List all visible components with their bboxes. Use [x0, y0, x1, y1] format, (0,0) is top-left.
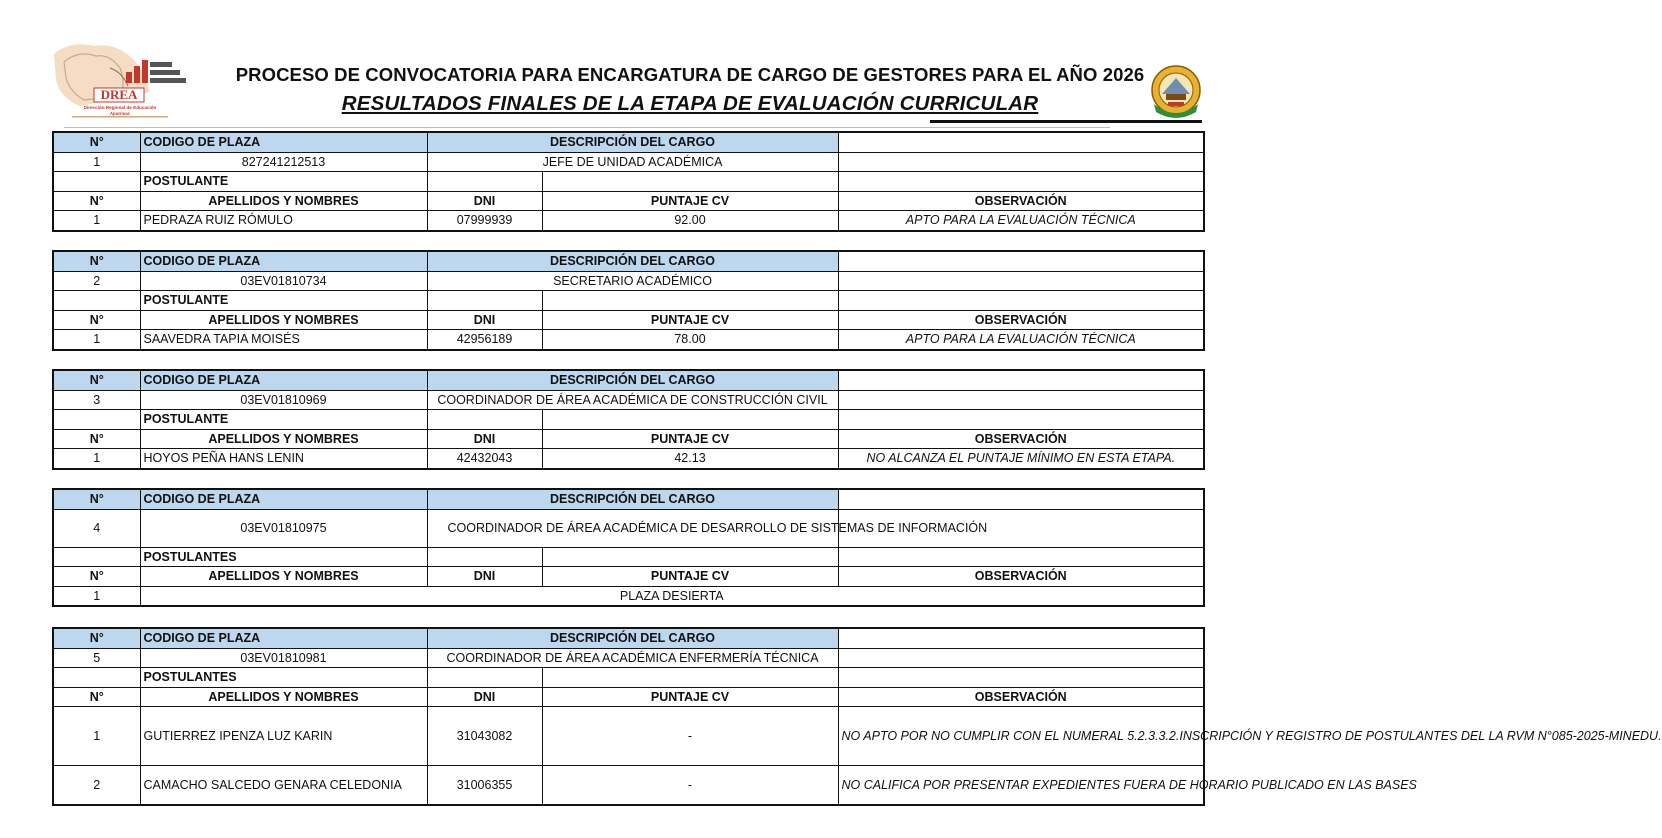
postulante-dni: 42432043	[427, 449, 542, 469]
empty-cell	[838, 152, 1204, 172]
postulante-puntaje: -	[542, 707, 838, 766]
empty-cell	[427, 547, 542, 567]
header-n: N°	[53, 132, 140, 152]
postulante-nombre: GUTIERREZ IPENZA LUZ KARIN	[140, 707, 427, 766]
col-puntaje: PUNTAJE CV	[542, 310, 838, 330]
header-descripcion: DESCRIPCIÓN DEL CARGO	[427, 370, 838, 390]
empty-cell	[838, 390, 1204, 410]
drea-logo-caption: Dirección Regional de Educación	[83, 105, 157, 110]
col-observacion: OBSERVACIÓN	[838, 429, 1204, 449]
col-dni: DNI	[427, 687, 542, 707]
empty-cell	[838, 410, 1204, 430]
plaza-block-5	[52, 627, 1662, 806]
institution-seal-icon	[1146, 64, 1206, 120]
col-observacion: OBSERVACIÓN	[838, 310, 1204, 330]
plaza-block-3	[52, 369, 1205, 470]
col-apellidos: APELLIDOS Y NOMBRES	[140, 429, 427, 449]
postulantes-label: POSTULANTES	[140, 547, 427, 567]
plaza-cargo: SECRETARIO ACADÉMICO	[427, 271, 838, 291]
col-n: N°	[53, 567, 140, 587]
plaza-code: 03EV01810981	[140, 648, 427, 668]
postulante-puntaje: 92.00	[542, 211, 838, 231]
col-n: N°	[53, 310, 140, 330]
empty-cell	[53, 668, 140, 688]
drea-logo-caption2: Apurímac	[109, 111, 131, 116]
empty-cell	[838, 271, 1204, 291]
postulante-label: POSTULANTE	[140, 172, 427, 192]
empty-cell	[838, 251, 1204, 271]
header-n: N°	[53, 628, 140, 648]
postulante-observacion: NO CALIFICA POR PRESENTAR EXPEDIENTES FUERA DE HORARIO PUBLICADO EN LAS BASES	[838, 766, 1204, 806]
postulante-label: POSTULANTE	[140, 291, 427, 311]
col-n: N°	[53, 687, 140, 707]
col-dni: DNI	[427, 310, 542, 330]
col-apellidos: APELLIDOS Y NOMBRES	[140, 191, 427, 211]
empty-cell	[53, 291, 140, 311]
postulante-puntaje: -	[542, 766, 838, 806]
plaza-cargo: COORDINADOR DE ÁREA ACADÉMICA ENFERMERÍA TÉCNICA	[427, 648, 838, 668]
page-subtitle: RESULTADOS FINALES DE LA ETAPA DE EVALUACIÓN CURRICULAR	[341, 92, 1039, 115]
plaza-number: 5	[53, 648, 140, 668]
postulante-puntaje: 78.00	[542, 330, 838, 350]
plaza-block-1	[52, 131, 1205, 232]
plaza-code: 827241212513	[140, 152, 427, 172]
col-puntaje: PUNTAJE CV	[542, 567, 838, 587]
plaza-number: 3	[53, 390, 140, 410]
col-apellidos: APELLIDOS Y NOMBRES	[140, 567, 427, 587]
col-dni: DNI	[427, 429, 542, 449]
postulante-observacion: NO APTO POR NO CUMPLIR CON EL NUMERAL 5.2.3.3.2.INSCRIPCIÓN Y REGISTRO DE POSTULANTES DEL LA RVM N°085-2025-MINEDU.	[838, 707, 1204, 766]
empty-cell	[427, 172, 542, 192]
table-row	[53, 707, 1204, 766]
postulante-label: POSTULANTE	[140, 410, 427, 430]
empty-cell	[838, 172, 1204, 192]
table-row	[53, 330, 1204, 350]
postulantes-label: POSTULANTES	[140, 668, 427, 688]
header-descripcion: DESCRIPCIÓN DEL CARGO	[427, 628, 838, 648]
plaza-cargo: COORDINADOR DE ÁREA ACADÉMICA DE DESARROLLO DE SISTEMAS DE INFORMACIÓN	[427, 509, 838, 547]
plaza-number: 4	[53, 509, 140, 547]
empty-cell	[542, 291, 838, 311]
col-apellidos: APELLIDOS Y NOMBRES	[140, 687, 427, 707]
col-apellidos: APELLIDOS Y NOMBRES	[140, 310, 427, 330]
header-codigo: CODIGO DE PLAZA	[140, 628, 427, 648]
empty-cell	[53, 410, 140, 430]
plaza-block-2	[52, 250, 1205, 351]
postulante-nombre: CAMACHO SALCEDO GENARA CELEDONIA	[140, 766, 427, 806]
empty-cell	[427, 291, 542, 311]
drea-logo-text: DREA	[100, 87, 138, 102]
empty-cell	[542, 547, 838, 567]
header-codigo: CODIGO DE PLAZA	[140, 370, 427, 390]
empty-cell	[542, 410, 838, 430]
empty-cell	[427, 410, 542, 430]
empty-cell	[542, 172, 838, 192]
plaza-block-4	[52, 488, 1205, 607]
col-dni: DNI	[427, 191, 542, 211]
plaza-cargo: COORDINADOR DE ÁREA ACADÉMICA DE CONSTRUCCIÓN CIVIL	[427, 390, 838, 410]
header-codigo: CODIGO DE PLAZA	[140, 251, 427, 271]
empty-cell	[838, 370, 1204, 390]
drea-logo	[50, 40, 188, 120]
postulante-observacion: APTO PARA LA EVALUACIÓN TÉCNICA	[838, 330, 1204, 350]
postulante-dni: 31006355	[427, 766, 542, 806]
col-puntaje: PUNTAJE CV	[542, 687, 838, 707]
table-row	[53, 449, 1204, 469]
empty-cell	[542, 668, 838, 688]
empty-cell	[838, 668, 1204, 688]
header-n: N°	[53, 251, 140, 271]
empty-cell	[838, 291, 1204, 311]
postulante-n: 1	[53, 586, 140, 606]
postulante-n: 1	[53, 211, 140, 231]
plaza-code: 03EV01810969	[140, 390, 427, 410]
header-divider-bold	[930, 120, 1202, 123]
table-row	[53, 766, 1204, 806]
empty-cell	[838, 547, 1204, 567]
header-descripcion: DESCRIPCIÓN DEL CARGO	[427, 489, 838, 509]
empty-cell	[838, 628, 1204, 648]
empty-cell	[838, 648, 1204, 668]
empty-cell	[53, 547, 140, 567]
plaza-desierta: PLAZA DESIERTA	[140, 586, 1204, 606]
empty-cell	[838, 132, 1204, 152]
header-divider	[64, 127, 1110, 128]
col-observacion: OBSERVACIÓN	[838, 687, 1204, 707]
plaza-cargo: JEFE DE UNIDAD ACADÉMICA	[427, 152, 838, 172]
col-n: N°	[53, 191, 140, 211]
col-dni: DNI	[427, 567, 542, 587]
header-codigo: CODIGO DE PLAZA	[140, 489, 427, 509]
table-row	[53, 586, 1204, 606]
postulante-observacion: APTO PARA LA EVALUACIÓN TÉCNICA	[838, 211, 1204, 231]
col-observacion: OBSERVACIÓN	[838, 191, 1204, 211]
empty-cell	[838, 489, 1204, 509]
header-n: N°	[53, 370, 140, 390]
postulante-nombre: SAAVEDRA TAPIA MOISÉS	[140, 330, 427, 350]
header-codigo: CODIGO DE PLAZA	[140, 132, 427, 152]
postulante-nombre: PEDRAZA RUIZ RÓMULO	[140, 211, 427, 231]
postulante-n: 1	[53, 330, 140, 350]
table-row	[53, 211, 1204, 231]
postulante-puntaje: 42.13	[542, 449, 838, 469]
col-n: N°	[53, 429, 140, 449]
postulante-observacion: NO ALCANZA EL PUNTAJE MÍNIMO EN ESTA ETAPA.	[838, 449, 1204, 469]
col-puntaje: PUNTAJE CV	[542, 191, 838, 211]
postulante-dni: 07999939	[427, 211, 542, 231]
empty-cell	[53, 172, 140, 192]
empty-cell	[427, 668, 542, 688]
postulante-nombre: HOYOS PEÑA HANS LENIN	[140, 449, 427, 469]
plaza-code: 03EV01810734	[140, 271, 427, 291]
postulante-n: 1	[53, 707, 140, 766]
postulante-n: 1	[53, 449, 140, 469]
page-title: PROCESO DE CONVOCATORIA PARA ENCARGATURA DE CARGO DE GESTORES PARA EL AÑO 2026	[235, 64, 1145, 85]
postulante-dni: 31043082	[427, 707, 542, 766]
header-descripcion: DESCRIPCIÓN DEL CARGO	[427, 132, 838, 152]
col-puntaje: PUNTAJE CV	[542, 429, 838, 449]
plaza-number: 2	[53, 271, 140, 291]
plaza-number: 1	[53, 152, 140, 172]
col-observacion: OBSERVACIÓN	[838, 567, 1204, 587]
postulante-dni: 42956189	[427, 330, 542, 350]
postulante-n: 2	[53, 766, 140, 806]
header-descripcion: DESCRIPCIÓN DEL CARGO	[427, 251, 838, 271]
plaza-code: 03EV01810975	[140, 509, 427, 547]
header-n: N°	[53, 489, 140, 509]
